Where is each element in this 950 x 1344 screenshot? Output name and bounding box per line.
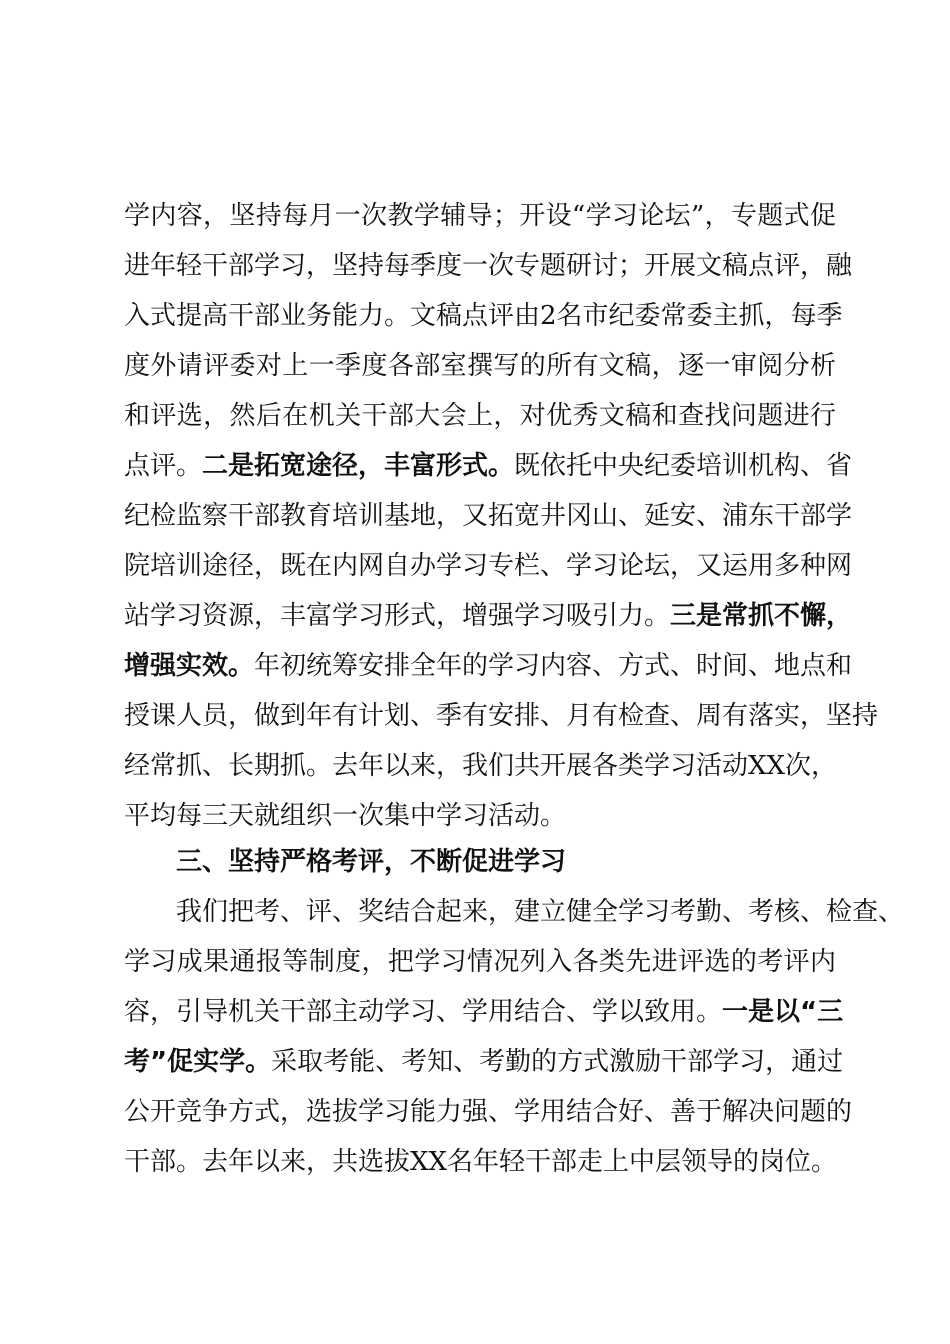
text-run: 年初统筹安排全年的学习内容、方式、时间、地点和 <box>254 651 853 681</box>
text-run: 公开竞争方式，选拔学习能力强、学用结合好、善于解决问题的 <box>124 1097 853 1127</box>
text-run: 站学习资源，丰富学习形式，增强学习吸引力。 <box>124 601 671 631</box>
text-run: 干部。去年以来，共选拔XX名年轻干部走上中层领导的岗位。 <box>124 1147 838 1177</box>
text-run: 入式提高干部业务能力。文稿点评由2名市纪委常委主抓，每季 <box>124 301 843 331</box>
paragraph-line <box>176 886 905 938</box>
bold-lead-phrase: 一是以“三 <box>722 997 844 1027</box>
section-heading: 三、坚持严格考评，不断促进学习 <box>176 847 567 877</box>
text-run: 纪检监察干部教育培训基地，又拓宽井冈山、延安、浦东干部学 <box>124 501 853 531</box>
bold-lead-phrase: 增强实效。 <box>124 651 255 681</box>
text-run: 平均每三天就组织一次集中学习活动。 <box>124 801 567 831</box>
paragraph-line <box>124 690 879 742</box>
bold-lead-phrase: 三是常抓不懈， <box>670 601 853 631</box>
paragraph-line <box>124 986 844 1038</box>
paragraph-line <box>124 490 853 542</box>
paragraph-line <box>124 240 853 292</box>
paragraph-line <box>124 1086 853 1138</box>
paragraph-line <box>124 340 836 392</box>
paragraph-line <box>124 936 836 988</box>
bold-lead-phrase: 考”促实学。 <box>124 1047 272 1077</box>
bold-lead-phrase: 二是拓宽途径，丰富形式。 <box>202 451 515 481</box>
paragraph-line <box>124 540 853 592</box>
text-run: 经常抓、长期抓。去年以来，我们共开展各类学习活动XX次， <box>124 751 838 781</box>
text-run: 既依托中央纪委培训机构、省 <box>514 451 853 481</box>
paragraph-line <box>124 740 836 792</box>
paragraph-line <box>124 790 836 842</box>
paragraph-line <box>124 590 853 642</box>
paragraph-line <box>124 290 843 342</box>
text-run: 院培训途径，既在内网自办学习专栏、学习论坛，又运用多种网 <box>124 551 853 581</box>
text-run: 点评。 <box>124 451 203 481</box>
text-run: 我们把考、评、奖结合起来，建立健全学习考勤、考核、检查、 <box>176 897 905 927</box>
text-run: 容，引导机关干部主动学习、学用结合、学以致用。 <box>124 997 723 1027</box>
paragraph-line <box>124 440 853 492</box>
text-run: 和评选，然后在机关干部大会上，对优秀文稿和查找问题进行 <box>124 401 836 431</box>
paragraph-line <box>124 390 836 442</box>
paragraph-line <box>124 190 836 242</box>
paragraph-line <box>124 1136 836 1188</box>
text-run: 采取考能、考知、考勤的方式激励干部学习，通过 <box>271 1047 844 1077</box>
text-run: 进年轻干部学习，坚持每季度一次专题研讨；开展文稿点评，融 <box>124 251 853 281</box>
text-run: 学内容，坚持每月一次教学辅导；开设“学习论坛”，专题式促 <box>124 201 836 231</box>
text-run: 学习成果通报等制度，把学习情况列入各类先进评选的考评内 <box>124 947 836 977</box>
paragraph-line <box>124 640 853 692</box>
text-run: 授课人员，做到年有计划、季有安排、月有检查、周有落实，坚持 <box>124 701 879 731</box>
paragraph-line <box>124 1036 844 1088</box>
text-run: 度外请评委对上一季度各部室撰写的所有文稿，逐一审阅分析 <box>124 351 836 381</box>
